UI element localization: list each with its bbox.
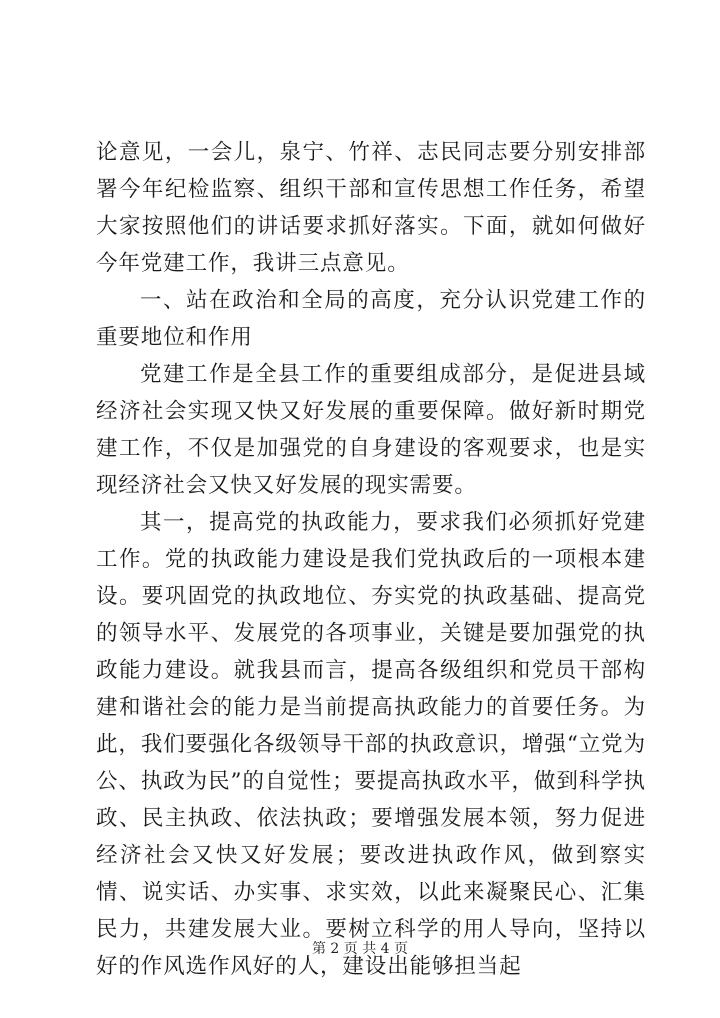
document-body [96,134,646,985]
paragraph-4: 其一，提高党的执政能力，要求我们必须抓好党建工作。党的执政能力建设是我们党执政后的一项根本建设。要巩固党的执政地位、夯实党的执政基础、提高党的领导水平、发展党的各项事业，关键是要加强党的执政能力建设。就我县而言，提高各级组织和党员干部构建和谐社会的能力是当前提高执政能力的首要任务。为此，我们要强化各级领导干部的执政意识，增强“立党为公、执政为民”的自觉性；要提高执政水平，做到科学执政、民主执政、依法执政；要增强发展本领，努力促进经济社会又快又好发展；要改进执政作风，做到察实情、说实话、办实事、求实效，以此来凝聚民心、汇集民力，共建发展大业。要树立科学的用人导向，坚持以好的作风选作风好的人，建设出能够担当起 [96,510,646,979]
paragraph-1: 论意见，一会儿，泉宁、竹祥、志民同志要分别安排部署今年纪检监察、组织干部和宣传思想工作任务，希望大家按照他们的讲话要求抓好落实。下面，就如何做好今年党建工作，我讲三点意见。 [96,140,646,276]
paragraph-3: 党建工作是全县工作的重要组成部分，是促进县域经济社会实现又快又好发展的重要保障。做好新时期党建工作，不仅是加强党的自身建设的客观要求，也是实现经济社会又快又好发展的现实需要。 [96,362,646,498]
section-heading-1: 一、站在政治和全局的高度，充分认识党建工作的重要地位和作用 [96,288,646,350]
page-number-footer: 第 2 页 共 4 页 [311,941,409,957]
